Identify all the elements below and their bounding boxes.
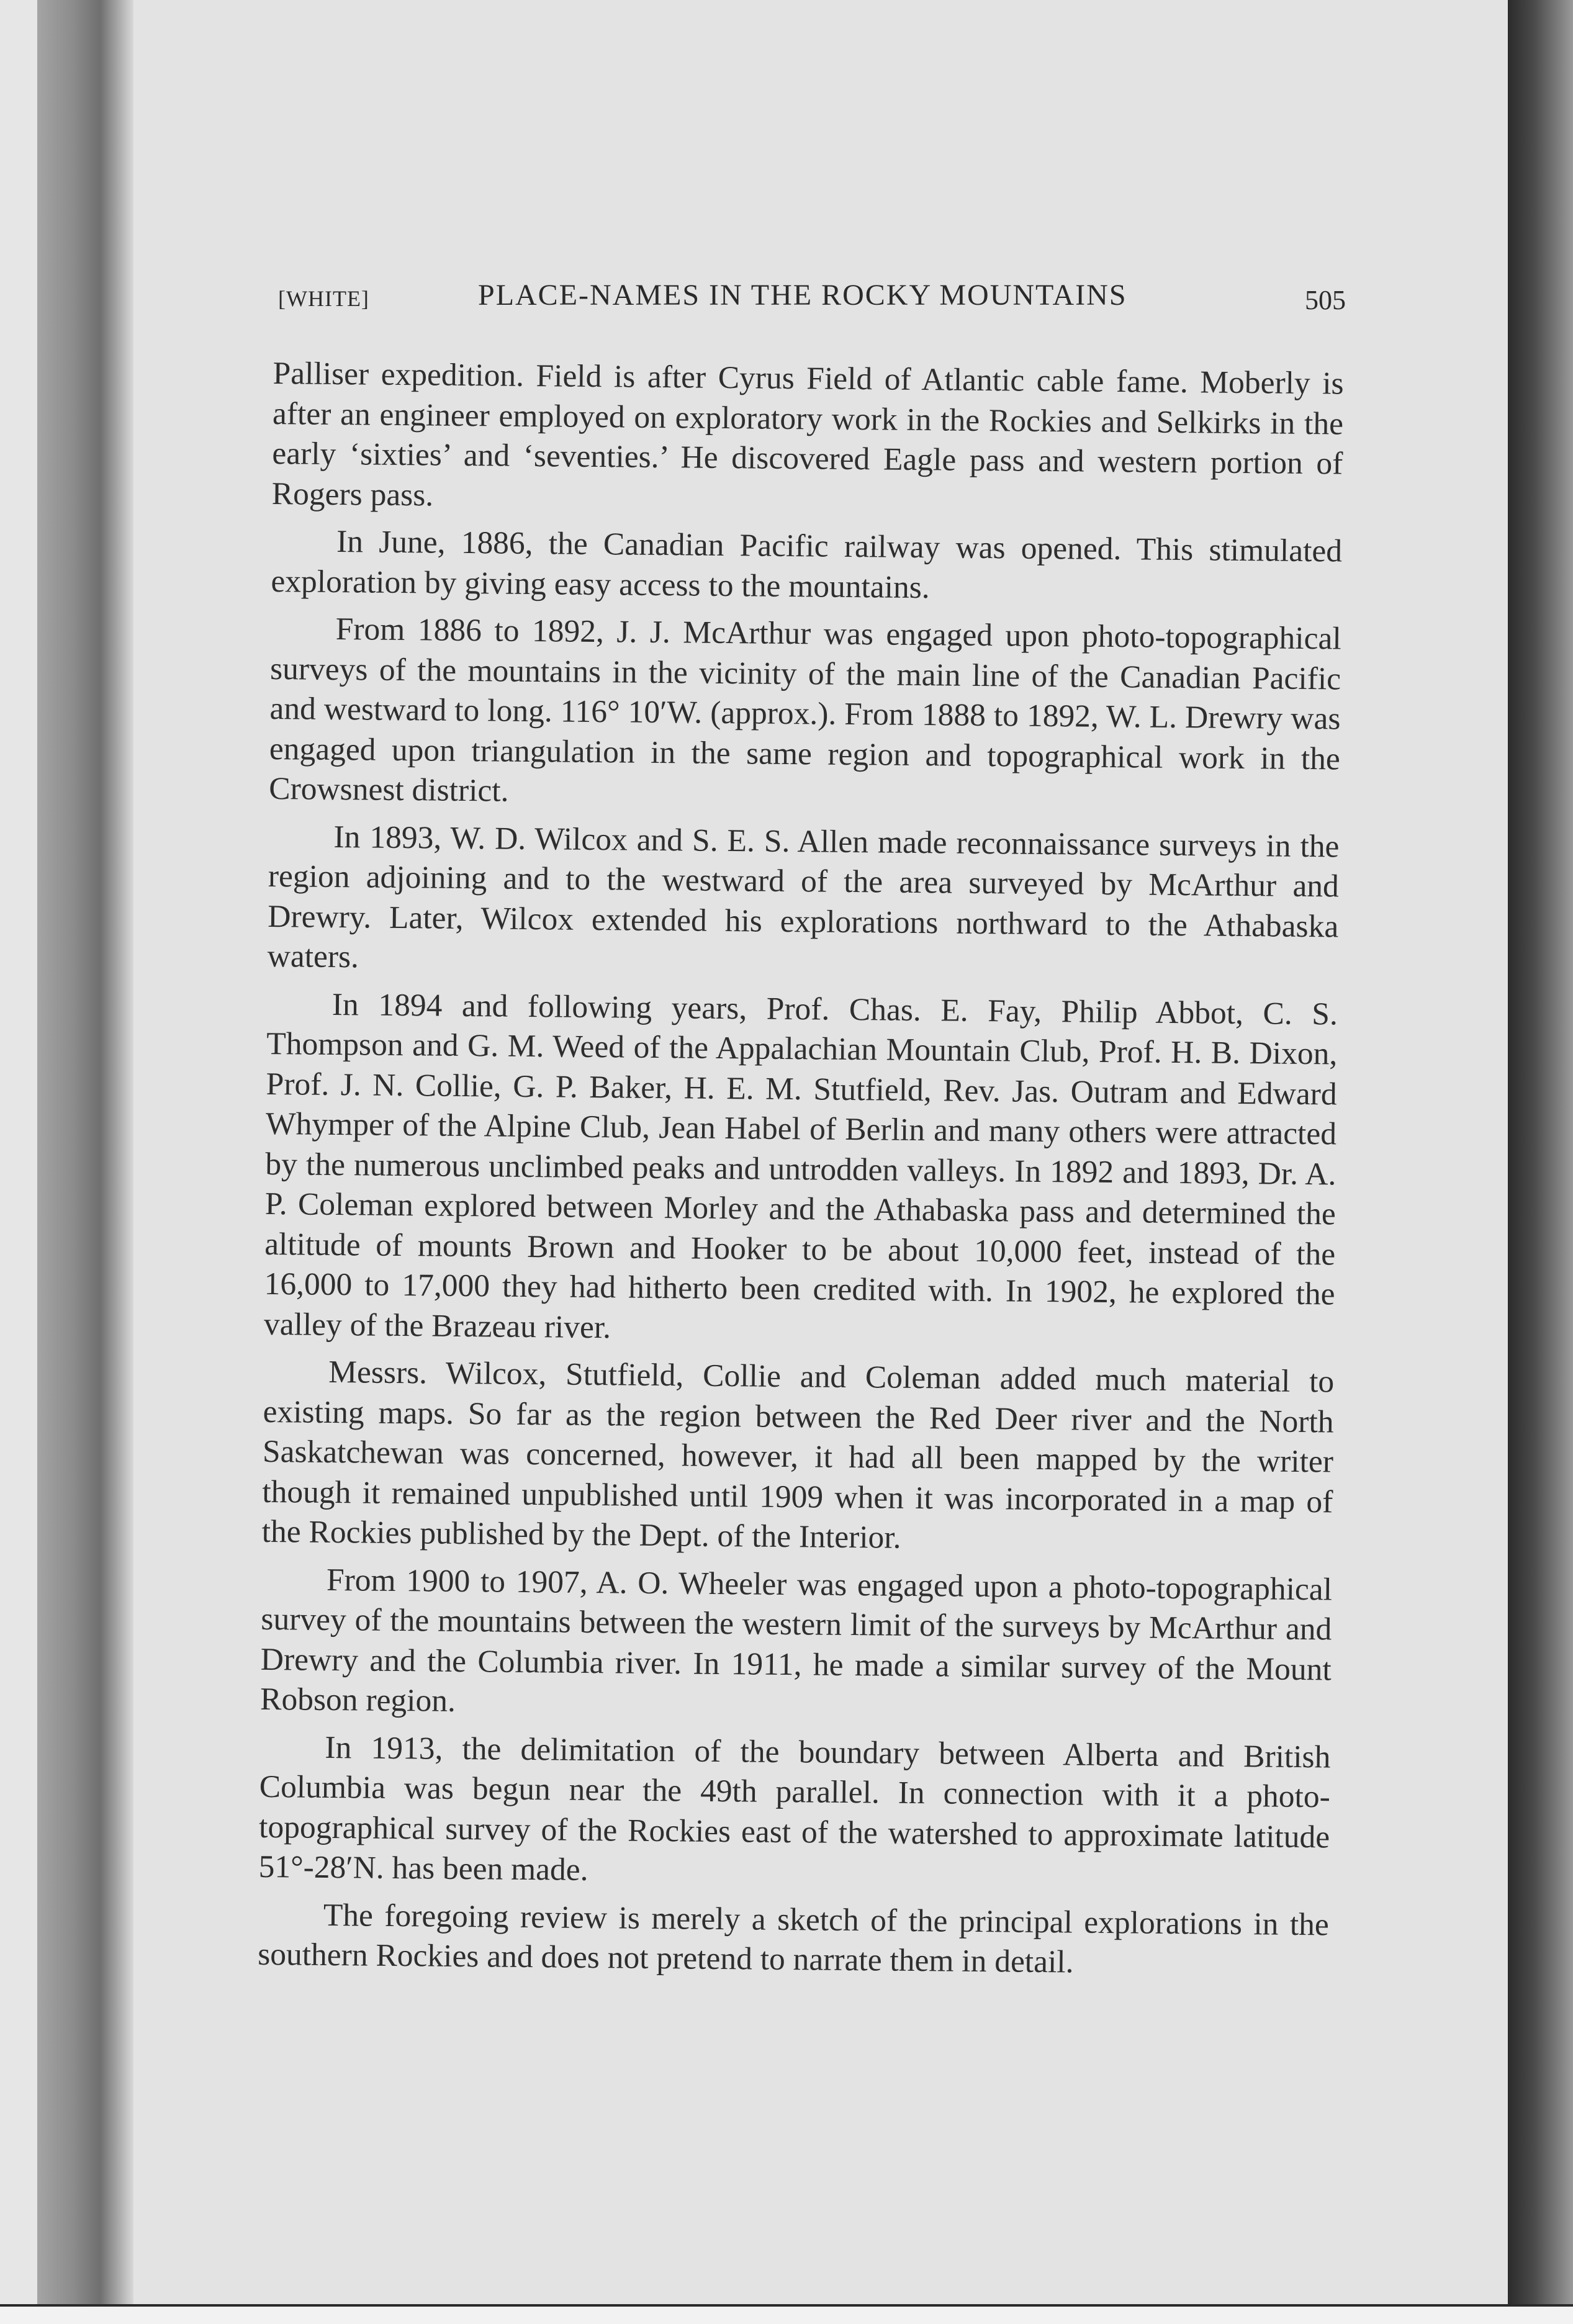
paragraph-2: In June, 1886, the Canadian Pacific railway was opened. This stimulated exploration by giving easy access to the mountains. (271, 523, 1343, 605)
paragraph-3: From 1886 to 1892, J. J. McArthur was engaged upon photo-topographical surveys of the mountains in the vicinity of the main line of the Canadian Pacific and westward to long. 116° 10′W. (approx.). From 1888 to 1892, W. L. Drewry was engaged upon triangulation in the same region and topographical work in the Crowsnest district. (269, 611, 1341, 809)
scan-margin-right (1508, 0, 1573, 2324)
running-header-author-tag: [WHITE] (278, 286, 369, 311)
paragraph-6: Messrs. Wilcox, Stutfield, Collie and Coleman added much material to existing maps. So far as the region between the Red Deer river and the North Saskatchewan was concerned, however, it had all been mapped by the writer though it remained unpublished until 1909 when it was incorporated in a map of the Rockies published by the Dept. of the Interior. (261, 1354, 1335, 1556)
scan-margin-left (0, 0, 37, 2324)
running-header (278, 278, 1346, 328)
paragraph-4: In 1893, W. D. Wilcox and S. E. S. Allen made reconnaissance surveys in the region adjoining and to the westward of the area surveyed by McArthur and Drewry. Later, Wilcox extended his explorations northward to the Athabaska waters. (267, 819, 1340, 975)
running-header-title: PLACE-NAMES IN THE ROCKY MOUNTAINS (478, 279, 1127, 312)
paragraph-8: In 1913, the delimitation of the boundary between Alberta and British Columbia was begun near the 49th parallel. In connection with it a photo-topographical survey of the Rockies east of the watershed to approximate latitude 51°-28′N. has been made. (258, 1729, 1331, 1888)
page-number: 505 (1305, 285, 1346, 315)
paragraph-9: The foregoing review is merely a sketch of the principal explorations in the southern Rockies and does not pretend to narrate them in detail. (257, 1897, 1330, 1980)
paragraph-1: Palliser expedition. Field is after Cyrus Field of Atlantic cable fame. Moberly is after an engineer employed on exploratory work in the Rockies and Selkirks in the early ‘sixties’ and ‘seventies.’ He discovered Eagle pass and western portion of Rogers pass. (271, 355, 1344, 513)
paragraph-7: From 1900 to 1907, A. O. Wheeler was engaged upon a photo-topographical survey of the mountains between the western limit of the surveys by McArthur and Drewry and the Columbia river. In 1911, he made a similar survey of the Mount Robson region. (259, 1562, 1333, 1719)
scan-margin-bottom (0, 2304, 1573, 2324)
paragraph-5: In 1894 and following years, Prof. Chas. E. Fay, Philip Abbot, C. S. Thompson and G. M. Weed of the Appalachian Mountain Club, Prof. H. B. Dixon, Prof. J. N. Collie, G. P. Baker, H. E. M. Stutfield, Rev. Jas. Outram and Edward Whymper of the Alpine Club, Jean Habel of Berlin and many others were attracted by the numerous unclimbed peaks and untrodden valleys. In 1892 and 1893, Dr. A. P. Coleman explored between Morley and the Athabaska pass and determined the altitude of mounts Brown and Hooker to be about 10,000 feet, instead of the 16,000 to 17,000 they had hitherto been credited with. In 1902, he explored the valley of the Brazeau river. (263, 986, 1338, 1345)
body-text (258, 354, 1344, 1993)
